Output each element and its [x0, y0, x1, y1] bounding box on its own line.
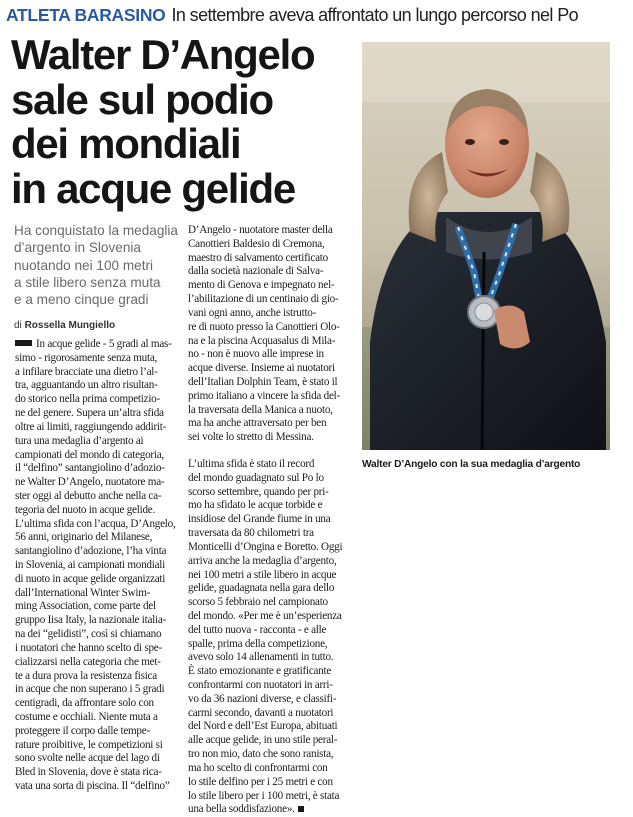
article-text-line — [15, 600, 173, 614]
article-text-line — [188, 417, 356, 431]
article-text-line — [15, 614, 173, 628]
article-headline — [11, 33, 356, 211]
article-text: ma ha anche attraversato per ben — [188, 417, 327, 430]
article-text: a infilare bracciate una dietro l’al- — [15, 365, 158, 378]
article-text: di nuoto in acque gelide organizzati — [15, 572, 166, 585]
article-text: mo ha sfidato le acque torbide e — [188, 499, 323, 512]
article-text-line — [188, 265, 356, 279]
photo-caption: Walter D’Angelo con la sua medaglia d’argento — [362, 459, 581, 470]
article-text: lo stile libero per i 100 metri, è stata — [188, 789, 340, 802]
article-text-line — [188, 348, 356, 362]
article-text-line — [188, 472, 356, 486]
article-text: del Nord e dell’Est Europa, abituati — [188, 720, 338, 733]
article-text: do storico nella prima competizio- — [15, 393, 160, 406]
headline-line: sale sul podio — [11, 75, 273, 123]
article-text-line — [188, 307, 356, 321]
end-square-marker — [298, 806, 304, 812]
article-text-line — [188, 762, 356, 776]
article-text-line — [15, 407, 173, 421]
article-text-line — [188, 651, 356, 665]
article-text: L’ultima sfida con l’acqua, D’Angelo, — [15, 517, 176, 530]
article-text-line — [15, 711, 173, 725]
subtitle-line: e a meno cinque gradi — [14, 292, 149, 308]
article-text: alle acque gelide, in uno stile peral- — [188, 734, 338, 747]
article-text-line — [188, 527, 356, 541]
article-text-line — [15, 338, 173, 352]
article-text: sei volte lo stretto di Messina. — [188, 431, 314, 444]
article-text-line — [15, 421, 173, 435]
article-text: Canottieri Baldesio di Cremona, — [188, 237, 325, 250]
article-text: Monticelli d’Ongina e Boretto. Oggi — [188, 540, 343, 553]
article-text-line — [188, 790, 356, 804]
article-text: tegoria del nuoto in acque gelide. — [15, 503, 155, 516]
article-text-line — [188, 252, 356, 266]
article-column-2 — [188, 224, 356, 817]
byline — [14, 320, 115, 331]
article-text: È stato emozionante e gratificante — [188, 665, 332, 678]
portrait-image — [362, 42, 610, 450]
article-text-line — [188, 555, 356, 569]
article-text-line — [15, 531, 173, 545]
article-column-1 — [15, 338, 176, 794]
article-text: L’ultima sfida è stato il record — [188, 458, 315, 470]
article-text: scorso settembre, quando per pri- — [188, 485, 329, 498]
article-text-line — [15, 379, 173, 393]
article-text-line — [188, 665, 356, 679]
article-text: mento di Genova e impegnato nel- — [188, 279, 335, 292]
article-text-line — [188, 569, 356, 583]
article-text-line — [188, 748, 356, 762]
article-text: campionati del mondo di categoria, — [15, 448, 164, 461]
article-text-line — [15, 628, 173, 642]
kicker-text: In settembre aveva affrontato un lungo percorso nel Po — [171, 5, 579, 25]
article-text: lo stile delfino per i 25 metri e con — [188, 775, 333, 788]
article-text-line — [15, 752, 173, 766]
article-kicker — [6, 5, 628, 29]
article-text-line — [188, 541, 356, 555]
article-text-line — [15, 559, 173, 573]
article-text: gruppo Iisa Italy, la nazionale italia- — [15, 614, 166, 627]
article-text-line — [15, 462, 173, 476]
article-text: una bella soddisfazione». — [188, 803, 295, 816]
article-text: in Slovenia, ai campionati mondiali — [15, 559, 165, 571]
article-text: sono svolte nelle acque del lago di — [15, 752, 160, 765]
article-text: nei 100 metri a stile libero in acque — [188, 568, 337, 581]
article-text-line — [15, 670, 173, 684]
article-text-line — [15, 642, 173, 656]
article-text: ster oggi al debutto anche nella ca- — [15, 489, 162, 502]
article-text: no - non è nuovo alle imprese in — [188, 348, 324, 361]
article-text-line — [15, 517, 176, 532]
article-text: D’Angelo - nuotatore master della — [188, 224, 333, 236]
article-text-line — [188, 776, 356, 790]
article-text-line — [188, 431, 356, 445]
article-text: centigradi, da affrontare solo con — [15, 697, 154, 710]
article-text: carmi secondo, davanti a nuotatori — [188, 706, 334, 719]
article-text-line — [15, 697, 173, 711]
article-text-line — [188, 638, 356, 652]
article-text: In acque gelide - 5 gradi al mas- — [36, 338, 172, 350]
article-text: la traversata della Manica a nuoto, — [188, 403, 333, 416]
article-text: proteggere il corpo dalle tempe- — [15, 724, 150, 737]
article-text: dell’Italian Dolphin Team, è stato il — [188, 375, 338, 388]
article-text-line — [15, 573, 173, 587]
article-text: arriva anche la medaglia d’argento, — [188, 554, 337, 567]
article-text-line — [188, 582, 356, 596]
article-text: spalle, prima della competizione, — [188, 637, 328, 650]
article-text-line — [188, 693, 356, 707]
article-text: re di nuoto presso la Canottieri Olo- — [188, 320, 340, 333]
article-text-line — [15, 366, 173, 380]
article-text-line — [188, 335, 356, 349]
article-text: primo italiano a vincere la sfida del- — [188, 389, 340, 402]
article-text: gelide, guadagnata nella gara dello — [188, 582, 335, 595]
article-text-line — [188, 224, 356, 238]
article-text: confrontarmi con nuotatori in arri- — [188, 679, 333, 691]
article-text-line — [15, 476, 173, 490]
byline-author: Rossella Mungiello — [24, 320, 116, 331]
column-2-paragraph-1 — [188, 224, 356, 445]
kicker-label: ATLETA BARASINO — [6, 5, 166, 25]
article-text: traversata da 80 chilometri tra — [188, 527, 314, 540]
article-text: na dei “gelidisti”, così si chiamano — [15, 628, 162, 641]
article-text: 56 anni, originario del Milanese, — [15, 531, 153, 544]
article-text: vata una sorta di piscina. Il “delfino” — [15, 780, 170, 792]
article-text-line — [15, 766, 173, 780]
article-text: ming Association, come parte del — [15, 600, 156, 613]
article-text-line — [188, 596, 356, 610]
article-text-line — [15, 490, 173, 504]
article-text-line — [15, 449, 173, 463]
article-text: ne del genere. Supera un’altra sfida — [15, 407, 164, 420]
byline-prefix: di — [14, 320, 22, 331]
article-text-line — [188, 321, 356, 335]
article-text: i nuotatori che hanno scelto di spe- — [15, 641, 162, 654]
article-text: maestro di salvamento certificato — [188, 251, 328, 264]
article-text-line — [188, 404, 356, 418]
article-text: te a dura prova la resistenza fisica — [15, 669, 157, 682]
article-text: simo - rigorosamente senza muta, — [15, 351, 158, 364]
article-text-line — [188, 279, 356, 293]
article-text: vani ogni anno, anche istrutto- — [188, 306, 317, 319]
article-text: ma ho scelto di confrontarmi con — [188, 761, 328, 774]
article-text-line — [188, 486, 356, 500]
article-text-line — [188, 610, 356, 624]
lead-square-marker — [15, 340, 32, 346]
article-text: dalla società nazionale di Salva- — [188, 265, 324, 278]
article-text-line — [15, 435, 173, 449]
article-text: scorso 5 febbraio nel campionato — [188, 596, 328, 609]
article-text-line — [188, 499, 356, 513]
article-text-line — [15, 393, 173, 407]
article-text: ne Walter D’Angelo, nuotatore ma- — [15, 476, 165, 489]
article-text: tura una medaglia d’argento ai — [15, 434, 144, 447]
article-text: acque diverse. Insieme ai nuotatori — [188, 362, 335, 375]
article-subtitle — [14, 222, 179, 308]
article-text: del tutto nuova - racconta - e alle — [188, 623, 327, 636]
article-text: Bled in Slovenia, dove è stata rica- — [15, 766, 162, 779]
article-text: oltre ai limiti, raggiungendo addirit- — [15, 420, 167, 433]
article-text: dall’International Winter Swim- — [15, 586, 151, 599]
article-photo — [362, 42, 610, 450]
article-text-line — [188, 390, 356, 404]
article-text-line — [15, 656, 173, 670]
article-text-line — [15, 352, 173, 366]
article-text-line — [188, 238, 356, 252]
article-text-line — [188, 624, 356, 638]
subtitle-line: a stile libero senza muta — [14, 274, 161, 290]
article-text-line — [188, 513, 356, 527]
article-text-line — [15, 739, 173, 753]
article-text-line — [188, 679, 356, 693]
subtitle-line: Ha conquistato la medaglia — [14, 223, 178, 238]
article-text: insidiose del Grande fiume in una — [188, 513, 331, 526]
article-text: avevo solo 14 allenamenti in tutto. — [188, 651, 334, 664]
article-text-line — [188, 720, 356, 734]
article-text: tra, agguantando un altro risultan- — [15, 379, 158, 392]
article-text-line — [15, 587, 173, 601]
article-text-line — [188, 803, 356, 817]
article-text-line — [15, 545, 173, 559]
article-text: tro non mio, dato che sono ranista, — [188, 748, 334, 761]
article-text-line — [188, 376, 356, 390]
article-text-line — [188, 362, 356, 376]
article-text: in acque che non superano i 5 gradi — [15, 683, 165, 696]
article-text: del mondo guadagnato sul Po lo — [188, 471, 324, 484]
article-text-line — [188, 458, 356, 472]
article-text: il “delfino” santangiolino d’adozio- — [15, 462, 165, 475]
column-2-paragraph-2 — [188, 458, 356, 817]
subtitle-line: d’argento in Slovenia — [14, 240, 141, 256]
article-text: costume e occhiali. Niente muta a — [15, 710, 158, 723]
article-text: rature proibitive, le competizioni si — [15, 738, 163, 751]
headline-line: dei mondiali — [11, 120, 241, 167]
article-text: del mondo. «Per me è un’esperienza — [188, 609, 342, 622]
article-text: vo da 36 nazioni diverse, e classifi- — [188, 692, 337, 705]
article-text-line — [188, 293, 356, 307]
article-text: l’abilitazione di un centinaio di gio- — [188, 293, 339, 306]
subtitle-line: nuotando nei 100 metri — [14, 257, 154, 273]
article-text-line — [15, 725, 173, 739]
article-text-line — [15, 504, 173, 518]
article-text: na e la piscina Acquasalus di Mila- — [188, 334, 336, 347]
article-text-line — [188, 734, 356, 748]
headline-line: in acque gelide — [11, 164, 295, 212]
headline-line: Walter D’Angelo — [11, 31, 315, 78]
article-text-line — [188, 707, 356, 721]
article-text-line — [15, 683, 173, 697]
article-text: cializzarsi nella categoria che met- — [15, 655, 161, 668]
article-text: santangiolino d’adozione, l’ha vinta — [15, 545, 167, 558]
article-text-line — [15, 780, 173, 794]
